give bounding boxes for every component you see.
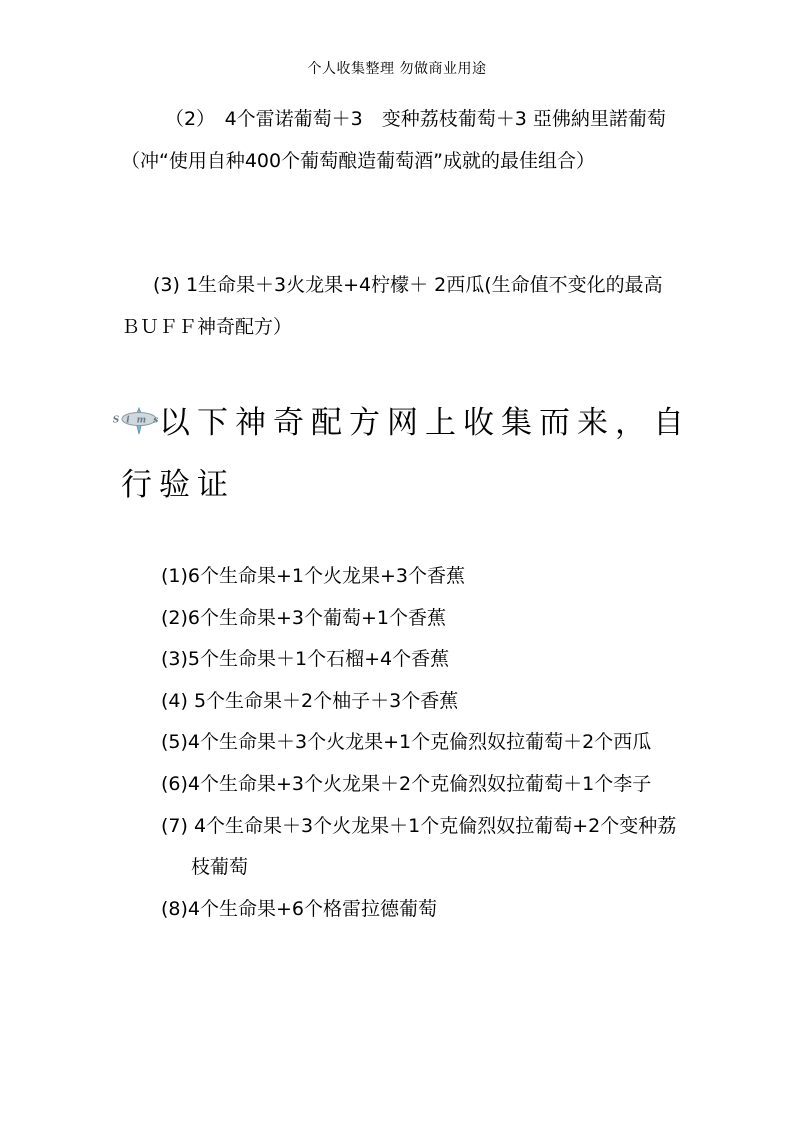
list-item: (5)4个生命果＋3个火龙果+1个克倫烈奴拉葡萄＋2个西瓜 xyxy=(161,731,652,754)
recipe-list xyxy=(161,556,681,930)
recipe-paragraph-2: （2） 4个雷诺葡萄＋3 变种荔枝葡萄＋3 亞佛納里諾葡萄（冲“使用自种400个葡萄酿造葡萄酒”成就的最佳组合） xyxy=(121,108,666,172)
page-header: 个人收集整理 勿做商业用途 xyxy=(307,61,487,77)
list-item: (2)6个生命果+3个葡萄+1个香蕉 xyxy=(161,606,447,629)
section-heading-text: 以下神奇配方网上收集而来，自行验证 xyxy=(121,405,691,503)
list-item: (4) 5个生命果＋2个柚子＋3个香蕉 xyxy=(161,689,459,712)
section-heading xyxy=(112,392,691,516)
recipe-paragraph-3: (3) 1生命果＋3火龙果+4柠檬＋ 2西瓜(生命值不变化的最高ＢＵＦＦ神奇配方） xyxy=(121,274,663,338)
list-item: (1)6个生命果+1个火龙果+3个香蕉 xyxy=(161,565,466,587)
list-item: (8)4个生命果+6个格雷拉德葡萄 xyxy=(161,897,438,920)
sims-logo-icon xyxy=(112,407,166,435)
list-item: (6)4个生命果+3个火龙果＋2个克倫烈奴拉葡萄＋1个李子 xyxy=(161,772,652,795)
list-item: (3)5个生命果＋1个石榴+4个香蕉 xyxy=(161,648,450,671)
list-item: (7) 4个生命果＋3个火龙果＋1个克倫烈奴拉葡萄+2个变种荔枝葡萄 xyxy=(161,814,677,879)
svg-text:Sims: Sims xyxy=(112,415,166,426)
